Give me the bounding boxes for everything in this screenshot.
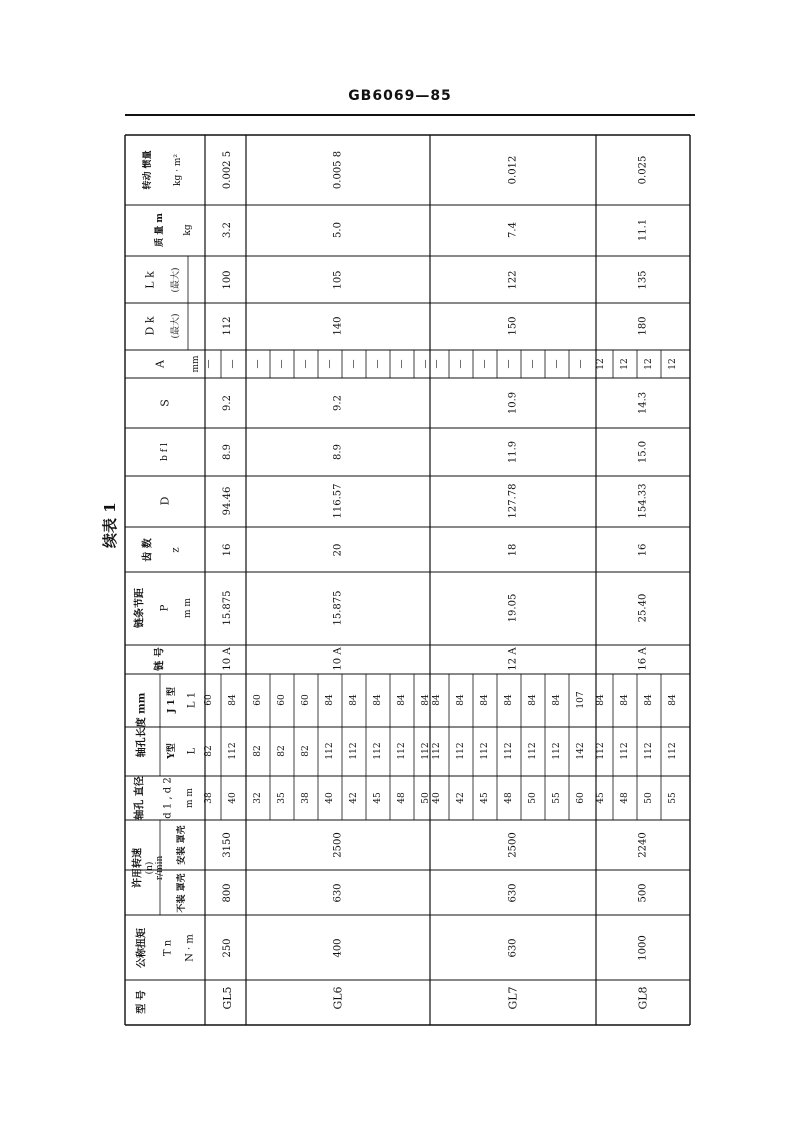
L1-2-3: 84	[504, 694, 514, 706]
header-torque-symbol: T n	[162, 939, 174, 957]
header-y-type: Y型	[167, 743, 177, 759]
speed-no-cover-0: 800	[222, 883, 233, 903]
L-1-4: 112	[349, 742, 359, 760]
header-speed-no-cover: 不装 罩壳	[177, 873, 187, 913]
header-Lk-symbol: L k	[143, 271, 157, 289]
header-length-title: 轴孔长度 mm	[136, 692, 148, 758]
bore-2-6: 60	[576, 792, 586, 804]
torque-1: 400	[332, 938, 344, 958]
bore-1-2: 38	[301, 792, 311, 804]
header-speed-symbol: (n)	[145, 861, 155, 875]
A-1-2: —	[301, 359, 311, 369]
L1-0-1: 84	[228, 694, 238, 706]
Lk-0: 100	[222, 270, 233, 290]
Lk-2: 122	[507, 270, 519, 290]
header-pitch-unit: m m	[183, 598, 193, 618]
chain-3: 16 A	[637, 647, 649, 671]
header-pitch-title: 链条节距	[134, 588, 146, 628]
mass-1: 5.0	[332, 222, 344, 238]
header-pitch-symbol: P	[159, 604, 171, 612]
pitch-1: 15.875	[332, 590, 344, 626]
bore-2-2: 45	[480, 792, 490, 804]
L-3-1: 112	[620, 742, 630, 760]
A-1-6: —	[397, 359, 407, 369]
pitch-2: 19.05	[507, 593, 519, 623]
mass-3: 11.1	[637, 218, 649, 242]
header-D-symbol: D	[158, 496, 172, 506]
A-1-0: —	[253, 359, 263, 369]
bore-0-1: 40	[228, 792, 238, 804]
pitch-3: 25.40	[637, 593, 649, 623]
model-0: GL5	[221, 986, 234, 1010]
chain-0: 10 A	[222, 647, 233, 671]
header-Dk-symbol: D k	[143, 316, 157, 336]
L1-2-0: 84	[432, 694, 442, 706]
bore-3-0: 45	[596, 792, 606, 804]
header-torque-unit: N · m	[184, 934, 196, 962]
model-3: GL8	[636, 986, 650, 1010]
speed-with-cover-3: 2240	[637, 832, 649, 858]
header-torque-title: 公称扭矩	[136, 928, 148, 968]
header-A-symbol: A	[153, 360, 167, 368]
S-1: 9.2	[332, 395, 344, 411]
bf-2: 11.9	[507, 440, 519, 464]
L-1-2: 82	[301, 745, 311, 757]
header-Lk-note: (最大)	[171, 267, 181, 293]
model-1: GL6	[331, 986, 345, 1010]
Dk-2: 150	[507, 316, 519, 336]
Dk-1: 140	[332, 316, 344, 336]
speed-no-cover-3: 500	[637, 883, 649, 903]
header-bore-symbol: d 1 , d 2	[162, 777, 174, 819]
A-3-1: 12	[620, 358, 630, 370]
header-bore-title: 轴孔 直径	[134, 776, 146, 820]
L-2-5: 112	[552, 742, 562, 760]
L1-1-4: 84	[349, 694, 359, 706]
L-2-6: 142	[576, 742, 586, 760]
A-2-5: —	[552, 359, 562, 369]
speed-no-cover-1: 630	[332, 883, 344, 903]
L1-2-5: 84	[552, 694, 562, 706]
L-1-1: 82	[277, 745, 287, 757]
D-0: 94.46	[222, 486, 233, 516]
speed-with-cover-1: 2500	[332, 832, 344, 858]
A-1-4: —	[349, 359, 359, 369]
bf-3: 15.0	[637, 440, 649, 464]
L-1-6: 112	[397, 742, 407, 760]
inertia-2: 0.012	[507, 155, 519, 185]
inertia-1: 0.005 8	[332, 150, 344, 190]
bore-2-1: 42	[456, 792, 466, 804]
A-3-2: 12	[644, 358, 654, 370]
L1-1-0: 60	[253, 694, 263, 706]
bore-2-3: 48	[504, 792, 514, 804]
L1-0-0: 60	[204, 694, 214, 706]
bore-2-4: 50	[528, 792, 538, 804]
L-2-3: 112	[504, 742, 514, 760]
A-2-0: —	[432, 359, 442, 369]
L1-1-1: 60	[277, 694, 287, 706]
L1-1-2: 60	[301, 694, 311, 706]
A-0-1: —	[228, 359, 238, 369]
bf-0: 8.9	[222, 444, 233, 460]
bore-3-1: 48	[620, 792, 630, 804]
L1-1-5: 84	[373, 694, 383, 706]
bore-1-0: 32	[253, 792, 263, 804]
header-Dk-note: (最大)	[171, 313, 181, 339]
header-mass-title: 质 量 m	[155, 213, 165, 247]
header-speed-unit: r/min	[155, 855, 165, 881]
teeth-0: 16	[222, 543, 233, 557]
L-1-3: 112	[325, 742, 335, 760]
L-2-1: 112	[456, 742, 466, 760]
L1-3-1: 84	[620, 694, 630, 706]
bore-3-3: 55	[668, 792, 678, 804]
A-1-5: —	[373, 359, 383, 369]
L-3-2: 112	[644, 742, 654, 760]
teeth-2: 18	[507, 543, 519, 557]
inertia-3: 0.025	[637, 155, 649, 185]
header-inertia-unit: kg · m²	[173, 154, 183, 186]
L-0-1: 112	[228, 742, 238, 760]
A-2-3: —	[504, 359, 514, 369]
header-speed-title: 许用转速	[132, 848, 144, 888]
speed-with-cover-0: 3150	[222, 832, 233, 858]
D-1: 116.57	[332, 483, 344, 519]
S-3: 14.3	[637, 391, 649, 415]
mass-2: 7.4	[507, 222, 519, 238]
mass-0: 3.2	[222, 222, 233, 238]
torque-2: 630	[507, 938, 519, 958]
header-model: 型 号	[136, 990, 148, 1014]
header-j1-type: J 1 型	[167, 687, 177, 713]
page-header: GB6069—85	[348, 88, 452, 104]
A-2-2: —	[480, 359, 490, 369]
L-0-0: 82	[204, 745, 214, 757]
speed-no-cover-2: 630	[507, 883, 519, 903]
header-L1-symbol: L 1	[186, 691, 198, 709]
L-2-4: 112	[528, 742, 538, 760]
A-0-0: —	[204, 359, 214, 369]
L1-2-1: 84	[456, 694, 466, 706]
S-0: 9.2	[222, 395, 233, 411]
Lk-3: 135	[637, 270, 649, 290]
teeth-3: 16	[637, 543, 649, 557]
L-3-0: 112	[596, 742, 606, 760]
A-1-3: —	[325, 359, 335, 369]
L-1-7: 112	[421, 742, 431, 760]
L1-3-3: 84	[668, 694, 678, 706]
pitch-0: 15.875	[222, 590, 233, 626]
L-3-3: 112	[668, 742, 678, 760]
header-teeth-title: 齿 数	[142, 538, 154, 562]
L-1-0: 82	[253, 745, 263, 757]
bore-2-0: 40	[432, 792, 442, 804]
torque-3: 1000	[637, 935, 649, 961]
L1-2-6: 107	[576, 691, 586, 709]
L1-2-4: 84	[528, 694, 538, 706]
header-bf-symbol: b f l	[160, 443, 170, 461]
header-mass-unit: kg	[183, 224, 193, 236]
bore-0-0: 38	[204, 792, 214, 804]
teeth-1: 20	[332, 543, 344, 557]
torque-0: 250	[222, 938, 233, 958]
Dk-0: 112	[222, 316, 233, 336]
bore-1-4: 42	[349, 792, 359, 804]
model-2: GL7	[506, 986, 520, 1010]
L-1-5: 112	[373, 742, 383, 760]
L1-1-3: 84	[325, 694, 335, 706]
L-2-0: 112	[432, 742, 442, 760]
speed-with-cover-2: 2500	[507, 832, 519, 858]
bore-1-6: 48	[397, 792, 407, 804]
L1-3-0: 84	[596, 694, 606, 706]
header-bore-unit: m m	[185, 788, 195, 808]
header-L-symbol: L	[186, 747, 198, 755]
S-2: 10.9	[507, 391, 519, 415]
table-caption: 续表 1	[101, 502, 119, 548]
L1-1-6: 84	[397, 694, 407, 706]
A-3-3: 12	[668, 358, 678, 370]
inertia-0: 0.002 5	[222, 150, 233, 190]
D-2: 127.78	[507, 483, 519, 519]
chain-2: 12 A	[507, 647, 519, 671]
A-3-0: 12	[596, 358, 606, 370]
L1-3-2: 84	[644, 694, 654, 706]
bore-3-2: 50	[644, 792, 654, 804]
A-1-1: —	[277, 359, 287, 369]
chain-1: 10 A	[332, 647, 344, 671]
bore-1-1: 35	[277, 792, 287, 804]
A-1-7: —	[421, 359, 431, 369]
bore-1-3: 40	[325, 792, 335, 804]
L1-1-7: 84	[421, 694, 431, 706]
L-2-2: 112	[480, 742, 490, 760]
A-2-6: —	[576, 359, 586, 369]
header-teeth-symbol: z	[170, 547, 182, 553]
bf-1: 8.9	[332, 444, 344, 460]
header-mm-unit: mm	[191, 355, 201, 373]
Dk-3: 180	[637, 316, 649, 336]
Lk-1: 105	[332, 270, 344, 290]
A-2-1: —	[456, 359, 466, 369]
L1-2-2: 84	[480, 694, 490, 706]
header-speed-with-cover: 安装 罩壳	[177, 825, 187, 865]
header-inertia-title: 转动 惯量	[143, 150, 153, 190]
bore-2-5: 55	[552, 792, 562, 804]
A-2-4: —	[528, 359, 538, 369]
bore-1-7: 50	[421, 792, 431, 804]
header-S-symbol: S	[158, 399, 172, 407]
D-3: 154.33	[637, 483, 649, 519]
bore-1-5: 45	[373, 792, 383, 804]
header-chain-title: 链 号	[154, 647, 166, 671]
